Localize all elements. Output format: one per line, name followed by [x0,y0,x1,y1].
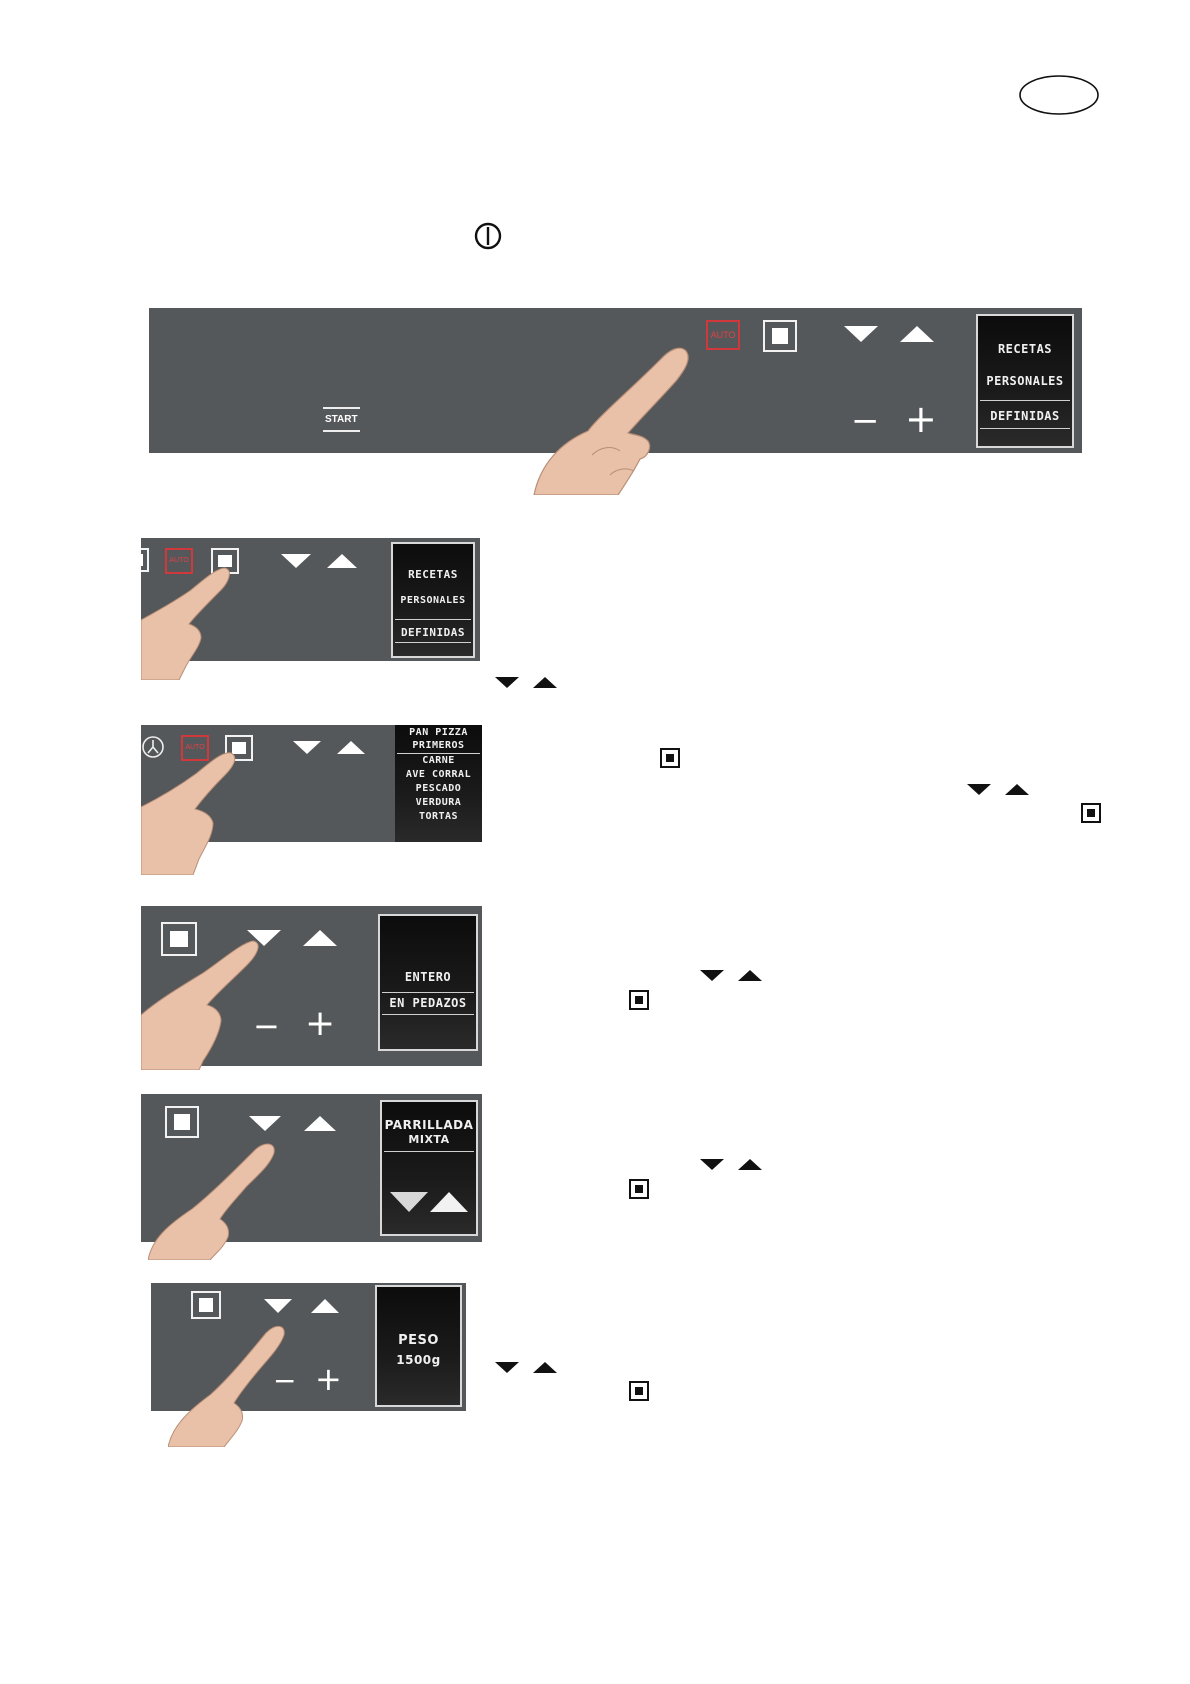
minus-button[interactable]: − [253,1007,280,1045]
display-line: PRIMEROS [412,740,465,751]
pointing-hand-icon [168,1315,288,1447]
display-line: VERDURA [415,797,462,808]
up-arrow-icon [533,1362,557,1373]
pointing-hand-icon [148,1135,278,1260]
select-icon [629,990,649,1010]
display-screen [395,725,482,842]
display-divider [382,1014,474,1015]
display-line: MIXTA [408,1133,450,1146]
plus-button[interactable]: + [315,1360,342,1398]
display-screen [976,314,1074,448]
display-screen [380,1100,478,1236]
select-icon [1081,803,1101,823]
up-arrow-icon [1005,784,1029,795]
oval-badge-icon [1018,74,1100,116]
pointing-hand-icon [141,745,251,875]
minus-button[interactable]: − [273,1364,297,1397]
display-divider [395,619,471,620]
select-icon [629,1381,649,1401]
display-divider [980,400,1070,401]
down-arrow-icon[interactable] [264,1299,292,1313]
display-line: DEFINIDAS [400,626,466,639]
display-line: PARRILLADA [384,1118,474,1132]
pointing-hand-icon [141,560,241,680]
down-arrow-icon [495,1362,519,1373]
display-line: RECETAS [997,342,1053,356]
down-arrow-icon[interactable] [249,1116,281,1131]
display-line: PERSONALES [400,595,466,606]
down-arrow-icon[interactable] [293,741,321,754]
select-button[interactable] [165,1106,199,1138]
auto-label: AUTO [710,330,736,340]
auto-label: AUTO [169,557,189,564]
down-arrow-icon [495,677,519,688]
up-arrow-icon[interactable] [900,326,934,342]
pointing-hand-icon [530,335,710,495]
down-arrow-icon [700,1159,724,1170]
auto-label: AUTO [185,744,205,751]
display-line: AVE CORRAL [405,769,472,780]
auto-button[interactable] [706,320,740,350]
display-line: 1500g [396,1353,441,1367]
pointing-hand-icon [141,925,271,1070]
display-divider [980,428,1070,429]
select-icon [660,748,680,768]
up-arrow-icon [430,1192,468,1212]
display-line: ENTERO [404,970,452,984]
display-screen [391,542,475,658]
down-arrow-icon[interactable] [281,554,311,568]
display-line: RECETAS [408,568,458,581]
up-arrow-icon[interactable] [311,1299,339,1313]
display-divider [384,1151,474,1152]
up-arrow-icon[interactable] [327,554,357,568]
down-arrow-icon [390,1192,428,1212]
display-divider [397,753,480,754]
display-line: PAN PIZZA [409,727,468,738]
plus-button[interactable]: + [305,1003,336,1044]
select-button[interactable] [763,320,797,352]
down-arrow-icon [967,784,991,795]
display-line: EN PEDAZOS [389,996,467,1010]
power-icon [473,221,503,251]
up-arrow-icon [738,970,762,981]
up-arrow-icon[interactable] [337,741,365,754]
display-screen [375,1285,462,1407]
down-arrow-icon[interactable] [844,326,878,342]
display-line: CARNE [422,755,455,766]
display-line: TORTAS [418,811,459,822]
display-line: PERSONALES [986,374,1064,388]
display-divider [395,642,471,643]
display-divider [382,992,474,993]
display-line: DEFINIDAS [990,409,1060,423]
up-arrow-icon [533,677,557,688]
up-arrow-icon[interactable] [304,1116,336,1131]
display-screen [378,914,478,1051]
up-arrow-icon [738,1159,762,1170]
down-arrow-icon [700,970,724,981]
up-arrow-icon[interactable] [303,930,337,946]
start-button[interactable]: START [323,407,360,432]
plus-button[interactable]: + [905,397,937,441]
display-line: PESO [398,1333,439,1348]
minus-button[interactable]: − [851,401,880,441]
display-line: PESCADO [415,783,462,794]
select-icon [629,1179,649,1199]
